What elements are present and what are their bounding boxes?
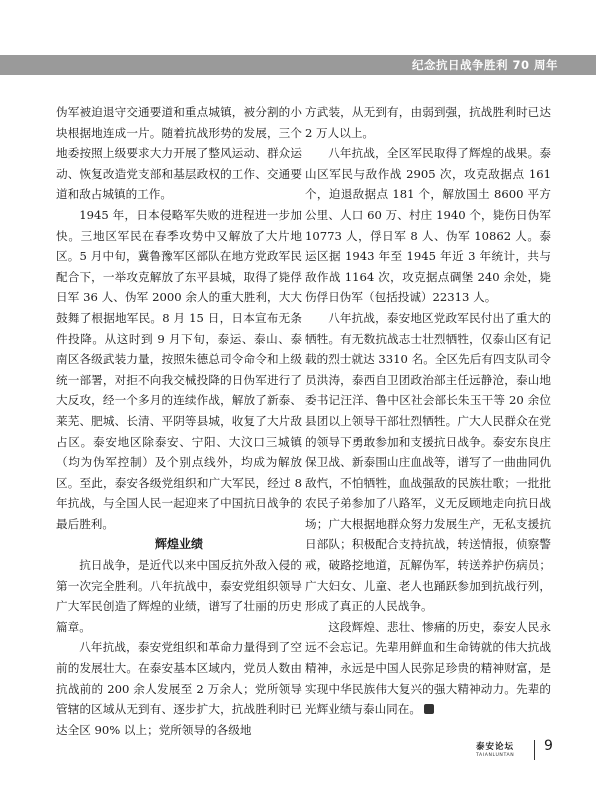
page-number: 9: [544, 738, 553, 754]
left-column: [56, 102, 302, 740]
page-footer: [476, 740, 566, 770]
publication-name: 泰安论坛: [476, 742, 515, 752]
section-heading: 辉煌业绩: [154, 537, 203, 552]
publication-pinyin: TAIANLUNTAN: [476, 753, 515, 758]
page-header-title: 纪念抗日战争胜利 70 周年: [411, 58, 558, 72]
paragraph: 1945 年，日本侵略军失败的进程进一步加快。三地区军民在春季攻势中又解放了大片地区。5 月中旬，冀鲁豫军区部队在地方党政军民配合下，一举攻克解放了东平县城，取得了毙俘日军 36 人、伪军 2000 余人的重大胜利，大大鼓舞了根据地军民。8 月 15 日，日本宣布无条件投降。从这时到 9 月下旬，泰运、泰山、泰南区各级武装力量，按照朱德总司令命令和上级统一部署，对拒不向我交械投降的日伪军进行了大反攻，经一个多月的连续作战，解放了新泰、莱芜、肥城、长清、平阴等县城，收复了大片敌占区。泰安地区除泰安、宁阳、大汶口三城镇（均为伪军控制）及个别点线外，均成为解放区。至此，泰安各级党组织和广大军民，经过 8 年抗战，与全国人民一起迎来了中国抗日战争的最后胜利。: [56, 207, 302, 531]
paragraph: 伪军被迫退守交通要道和重点城镇，被分割的小块根据地连成一片。随着抗战形势的发展，三个地委按照上级要求大力开展了整风运动、群众运动、恢复改造党支部和基层政权的工作、交通要道和敌占城镇的工作。: [56, 105, 302, 202]
paragraph: 八年抗战，泰安地区党政军民付出了重大的牺牲。有无数抗战志士壮烈牺牲，仅泰山区有记载的烈士就达 3310 名。全区先后有四支队司令员洪涛，泰西自卫团政治部主任远静沧，泰山地委书记汪洋、鲁中区社会部长朱玉干等 20 余位县团以上领导干部壮烈牺牲。广大人民群众在党的领导下勇敢参加和支援抗日战争。泰安东良庄保卫战、新泰围山庄血战等，谱写了一曲曲同仇敌忾，不怕牺牲，血战强敌的民族壮歌；一批批农民子弟参加了八路军，义无反顾地走向抗日战场；广大根据地群众努力发展生产，无私支援抗日部队；积极配合支持抗战，转送情报，侦察警戒，破路挖地道，瓦解伪军，转送养护伤病员；广大妇女、儿童、老人也踊跃参加到抗战行列，形成了真正的人民战争。: [305, 310, 551, 614]
end-mark-icon: [424, 704, 434, 714]
paragraph-final: [305, 617, 551, 720]
footer-divider: [534, 740, 535, 760]
paragraph: 八年抗战，全区军民取得了辉煌的战果。泰山区军民与敌作战 2905 次，攻克敌据点 161 个，迫退敌据点 181 个，解放国土 8600 平方公里、人口 60 万、村庄 1940 个，毙伤日伪军 10773 人，俘日军 8 人、伪军 10862 人。泰运区据 1943 年至 1945 年近 3 年统计，共与敌作战 1164 次，攻克据点碉堡 240 余处，毙伤俘日伪军（包括投诚）22313 人。: [305, 146, 551, 305]
paragraph: 方武装，从无到有，由弱到强，抗战胜利时已达 2 万人以上。: [305, 105, 551, 140]
paragraph: 抗日战争，是近代以来中国反抗外敌入侵的第一次完全胜利。八年抗战中，泰安党组织领导广大军民创造了辉煌的业绩，谱写了壮丽的历史篇章。: [56, 558, 302, 634]
paragraph: 八年抗战，泰安党组织和革命力量得到了空前的发展壮大。在泰安基本区域内，党员人数由抗战前的 200 余人发展至 2 万余人；党所领导管辖的区域从无到有、逐步扩大，抗战胜利时已达全区 90% 以上；党所领导的各级地: [56, 640, 302, 737]
right-column: [305, 102, 551, 720]
paragraph-text: 这段辉煌、悲壮、惨痛的历史，泰安人民永远不会忘记。先辈用鲜血和生命铸就的伟大抗战精神，永远是中国人民弥足珍贵的精神财富，是实现中华民族伟大复兴的强大精神动力。先辈的光辉业绩与泰山同在。: [305, 619, 551, 717]
